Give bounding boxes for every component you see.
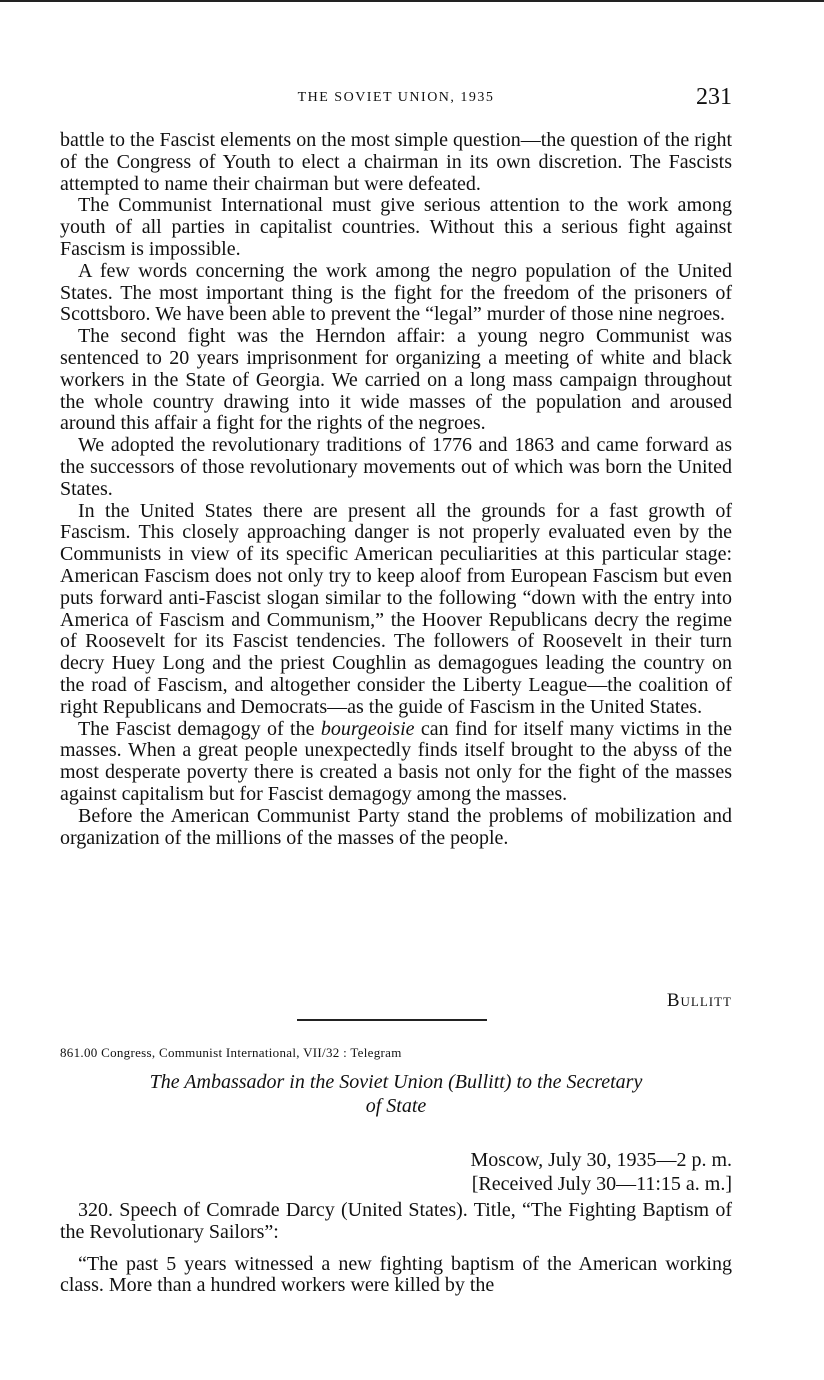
running-title: THE SOVIET UNION, 1935	[297, 90, 495, 105]
file-reference: 861.00 Congress, Communist International, VII/32 : Telegram	[60, 1045, 402, 1060]
paragraph-1: battle to the Fascist elements on the most simple question—the question of the right of the Congress of Youth to elect a chairman in its own discretion. The Fascists attempted to name their chairman but were defeated.	[60, 129, 732, 195]
body-text	[60, 130, 732, 849]
signature: Bullitt	[666, 990, 732, 1011]
dateline-received: [Received July 30—11:15 a. m.]	[471, 1173, 732, 1195]
italic-term: bourgeoisie	[320, 717, 415, 740]
page-number: 231	[696, 84, 732, 110]
dateline	[60, 1148, 732, 1196]
paragraph-3: A few words concerning the work among the negro population of the United States. The most important thing is the fight for the freedom of the prisoners of Scottsboro. We have been able to prevent the “legal” murder of those nine negroes.	[60, 259, 732, 326]
message-intro: 320. Speech of Comrade Darcy (United States). Title, “The Fighting Baptism of the Revolutionary Sailors”:	[60, 1199, 732, 1243]
top-border-line	[0, 0, 824, 2]
paragraph-5: We adopted the revolutionary traditions of 1776 and 1863 and came forward as the successors of those revolutionary movements out of which was born the United States.	[60, 434, 732, 500]
running-head	[60, 86, 732, 112]
message-quote: “The past 5 years witnessed a new fighting baptism of the American working class. More than a hundred workers were killed by the	[60, 1252, 732, 1297]
section-divider	[297, 1019, 487, 1021]
document-heading	[60, 1070, 732, 1118]
paragraph-2: The Communist International must give serious attention to the work among youth of all parties in capitalist countries. Without this a serious fight against Fascism is impossible.	[60, 194, 732, 260]
paragraph-8: Before the American Communist Party stand the problems of mobilization and organization of the millions of the masses of the people.	[60, 804, 732, 849]
paragraph-6: In the United States there are present all the grounds for a fast growth of Fascism. This closely approaching danger is not properly evaluated even by the Communists in view of its specific American peculiarities at this particular stage: American Fascism does not only try to keep aloof from European Fascism but even puts forward anti-Fascist slogan similar to the following “down with the entry into America of Fascism and Communism,” the Hoover Republicans decry the regime of Roosevelt for its Fascist tendencies. The followers of Roosevelt in their turn decry Huey Long and the priest Coughlin as demagogues leading the country on the road of Fascism, and altogether consider the Liberty League—the coalition of right Republicans and Democrats—as the guide of Fascism in the United States.	[60, 499, 732, 718]
paragraph-7-start: The Fascist demagogy of the	[78, 717, 321, 740]
dateline-sent: Moscow, July 30, 1935—2 p. m.	[470, 1149, 732, 1171]
heading-line-2: of State	[365, 1095, 427, 1117]
paragraph-7-end: can find for itself many victims in the masses. When a great people unexpectedly finds itself brought to the abyss of the most desperate poverty there is created a basis not only for the fight of the masses against capitalism but for Fascist demagogy among the masses.	[60, 717, 732, 805]
paragraph-4: The second fight was the Herndon affair: a young negro Communist was sentenced to 20 years imprisonment for organizing a meeting of white and black workers in the State of Georgia. We carried on a long mass campaign throughout the whole country drawing into it wide masses of the population and aroused around this affair a fight for the rights of the negroes.	[60, 325, 732, 435]
heading-line-1: The Ambassador in the Soviet Union (Bullitt) to the Secretary	[149, 1071, 643, 1093]
message-body	[60, 1200, 732, 1297]
paragraph-7	[60, 719, 732, 806]
